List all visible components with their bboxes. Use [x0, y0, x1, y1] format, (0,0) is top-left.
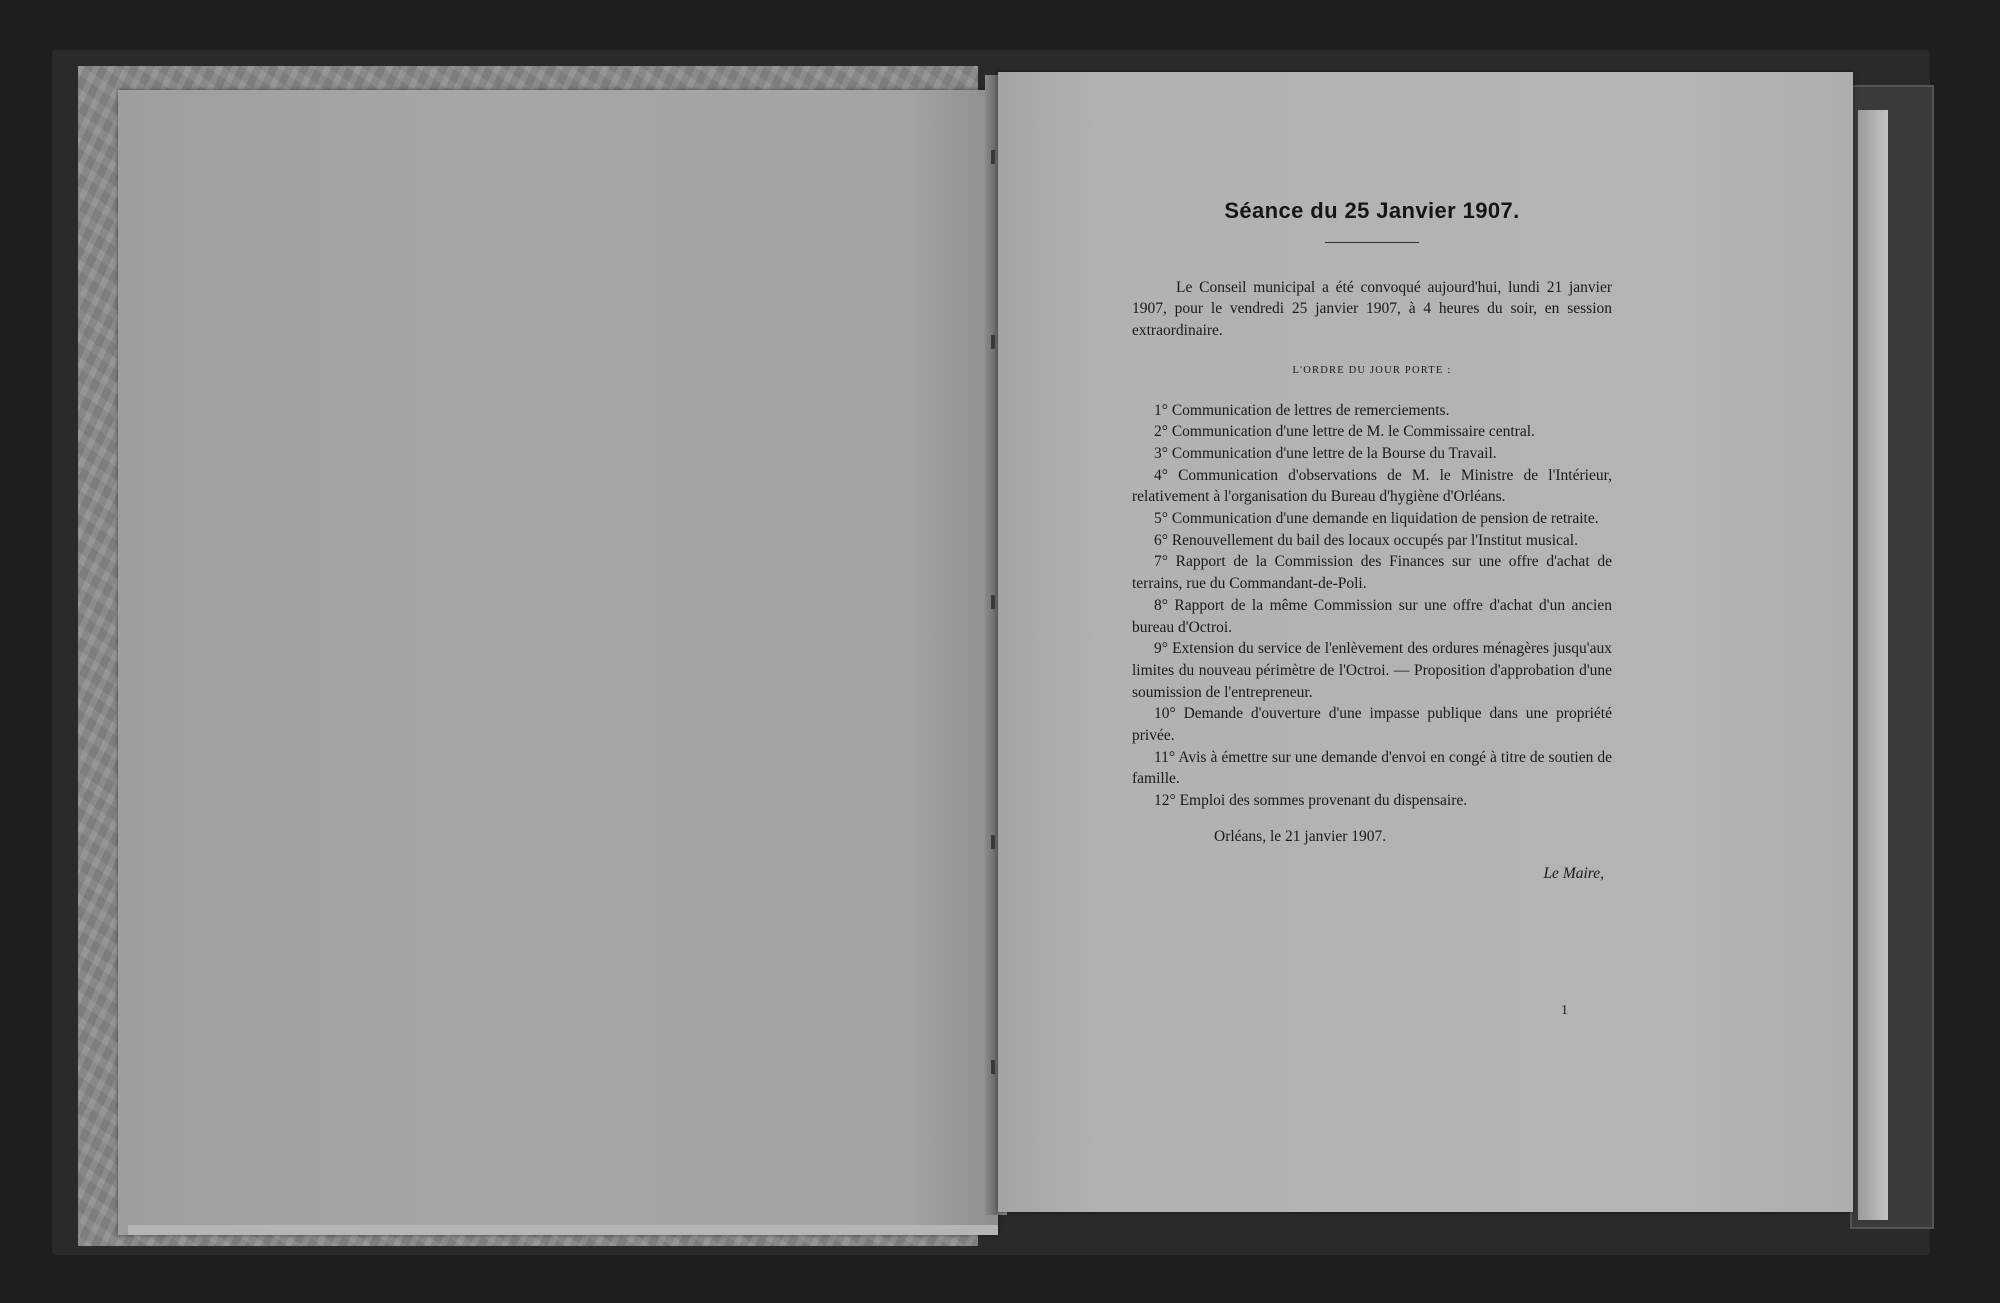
left-blank-page: [118, 90, 998, 1235]
binding-stitch: [991, 150, 995, 164]
agenda-item: 9° Extension du service de l'enlèvement des ordures ménagères jusqu'aux limites du nouveau périmètre de l'Octroi. — Proposition d'approbation d'une soumission de l'entrepreneur.: [1132, 640, 1612, 701]
date-line: Orléans, le 21 janvier 1907.: [1214, 827, 1387, 845]
binding-stitch: [991, 1060, 995, 1074]
agenda-item: 12° Emploi des sommes provenant du dispensaire.: [1154, 792, 1468, 810]
agenda-item: 10° Demande d'ouverture d'une impasse publique dans une propriété privée.: [1132, 705, 1612, 745]
agenda-item: 7° Rapport de la Commission des Finances sur une offre d'achat de terrains, rue du Commandant-de-Poli.: [1132, 553, 1612, 593]
title-rule: [1325, 242, 1419, 243]
page-stack-edge: [1858, 110, 1888, 1220]
session-title: Séance du 25 Janvier 1907.: [1224, 198, 1520, 223]
signature: Le Maire,: [1543, 865, 1604, 883]
page-number: 1: [1561, 1003, 1568, 1018]
agenda-item: 2° Communication d'une lettre de M. le Commissaire central.: [1154, 423, 1535, 441]
agenda-heading: L'ORDRE DU JOUR PORTE :: [1292, 364, 1452, 376]
page-text-block: [1132, 200, 1612, 900]
agenda-item: 4° Communication d'observations de M. le Ministre de l'Intérieur, relativement à l'organisation du Bureau d'hygiène d'Orléans.: [1132, 466, 1612, 506]
binding-stitch: [991, 835, 995, 849]
convocation-paragraph: Le Conseil municipal a été convoqué aujourd'hui, lundi 21 janvier 1907, pour le vendredi 25 janvier 1907, à 4 heures du soir, en session extraordinaire.: [1132, 278, 1612, 340]
agenda-item: 5° Communication d'une demande en liquidation de pension de retraite.: [1154, 510, 1599, 528]
agenda-list: [1132, 400, 1612, 812]
binding-stitch: [991, 335, 995, 349]
agenda-item: 8° Rapport de la même Commission sur une offre d'achat d'un ancien bureau d'Octroi.: [1132, 596, 1612, 636]
left-page-edge: [128, 1225, 998, 1235]
agenda-item: 6° Renouvellement du bail des locaux occupés par l'Institut musical.: [1154, 531, 1578, 549]
agenda-item: 11° Avis à émettre sur une demande d'envoi en congé à titre de soutien de famille.: [1132, 748, 1612, 788]
agenda-item: 3° Communication d'une lettre de la Bourse du Travail.: [1154, 444, 1497, 462]
agenda-item: 1° Communication de lettres de remerciements.: [1154, 401, 1450, 419]
binding-stitch: [991, 595, 995, 609]
